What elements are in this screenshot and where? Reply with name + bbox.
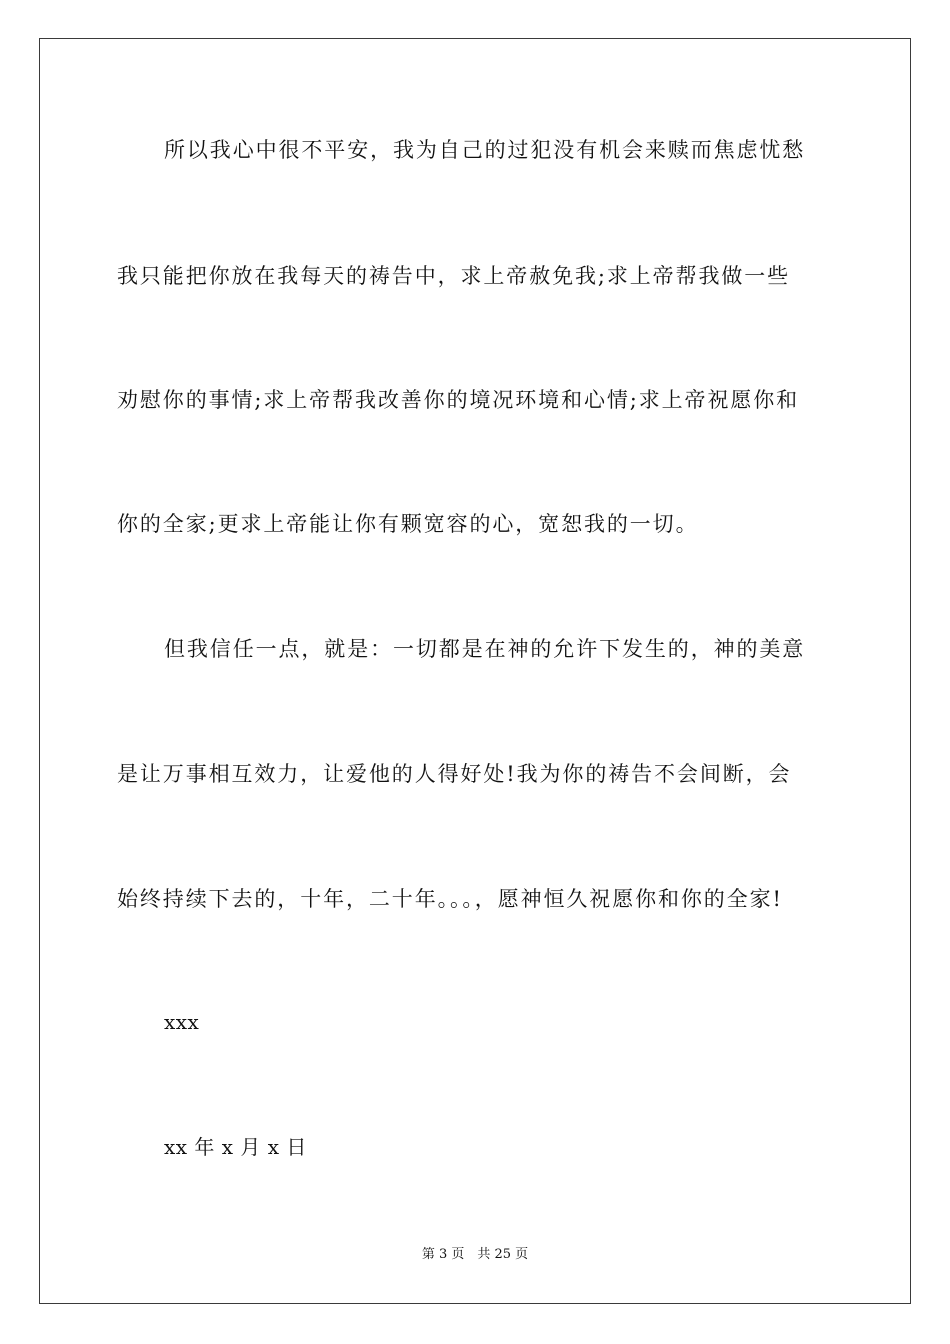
signature: xxx xyxy=(164,1010,200,1034)
paragraph-line: 所以我心中很不平安，我为自己的过犯没有机会来赎而焦虑忧愁 xyxy=(164,138,806,162)
paragraph-line: 始终持续下去的，十年，二十年。。。，愿神恒久祝愿你和你的全家! xyxy=(117,887,783,911)
paragraph-line: 劝慰你的事情;求上帝帮我改善你的境况环境和心情;求上帝祝愿你和 xyxy=(117,388,800,412)
letter-date: xx 年 x 月 x 日 xyxy=(164,1135,307,1159)
paragraph-line: 但我信任一点，就是：一切都是在神的允许下发生的，神的美意 xyxy=(164,637,806,661)
paragraph-line: 我只能把你放在我每天的祷告中，求上帝赦免我;求上帝帮我做一些 xyxy=(117,264,791,288)
paragraph-line: 是让万事相互效力，让爱他的人得好处!我为你的祷告不会间断，会 xyxy=(117,762,792,786)
paragraph-line: 你的全家;更求上帝能让你有颗宽容的心，宽恕我的一切。 xyxy=(117,512,699,536)
page-border xyxy=(39,38,911,1304)
page-number-footer: 第 3 页 共 25 页 xyxy=(421,1247,529,1262)
